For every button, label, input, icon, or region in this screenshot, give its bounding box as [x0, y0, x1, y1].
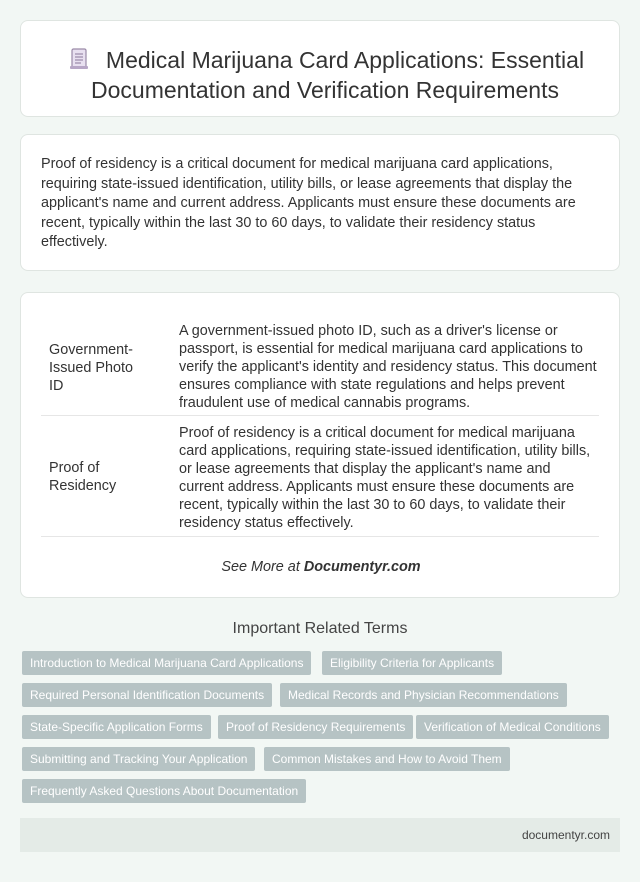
footer-site[interactable]: documentyr.com — [521, 828, 610, 842]
related-term-tag[interactable]: Introduction to Medical Marijuana Card Applications — [22, 651, 311, 675]
document-icon — [66, 46, 92, 72]
related-term-tag[interactable]: State-Specific Application Forms — [22, 715, 211, 739]
related-term-tag[interactable]: Proof of Residency Requirements — [218, 715, 413, 739]
see-more-prefix: See More at — [221, 559, 304, 575]
related-term-tag[interactable]: Submitting and Tracking Your Application — [22, 747, 255, 771]
related-term-tag[interactable]: Medical Records and Physician Recommendations — [280, 683, 567, 707]
page-title: Medical Marijuana Card Applications: Essential Documentation and Verification Requirements — [91, 47, 585, 103]
related-term-tag[interactable]: Eligibility Criteria for Applicants — [322, 651, 502, 675]
related-term-tag[interactable]: Frequently Asked Questions About Documentation — [22, 779, 306, 803]
row-label: Government-Issued Photo ID — [49, 342, 134, 394]
row-description: Proof of residency is a critical document for medical marijuana card applications, requiring state-issued identification, utility bills, or lease agreements that display the applicant's name and current address. Applicants must ensure these documents are recent, typically within the last 30 to 60 days, to validate their residency status effectively. — [179, 425, 591, 531]
see-more-site[interactable]: Documentyr.com — [303, 559, 421, 575]
row-description: A government-issued photo ID, such as a driver's license or passport, is essential for medical marijuana card applications to verify the applicant's identity and residency status. This document ensures compliance with state regulations and helps prevent fraudulent use of medical cannabis programs. — [179, 323, 597, 411]
table-row — [41, 317, 599, 415]
related-term-tag[interactable]: Common Mistakes and How to Avoid Them — [264, 747, 510, 771]
title-card — [20, 20, 620, 117]
footer-bar — [20, 818, 620, 852]
row-divider — [41, 415, 599, 416]
row-divider — [41, 536, 599, 537]
related-terms-title: Important Related Terms — [232, 620, 408, 637]
table-row — [41, 417, 599, 537]
intro-paragraph: Proof of residency is a critical document for medical marijuana card applications, requiring state-issued identification, utility bills, or lease agreements that display the applicant's name and current address. Applicants must ensure these documents are recent, typically within the last 30 to 60 days, to validate their residency status effectively. — [41, 156, 576, 251]
page-title-wrap — [45, 45, 605, 105]
related-term-tag[interactable]: Required Personal Identification Documents — [22, 683, 272, 707]
intro-card — [20, 134, 620, 271]
documents-table-card — [20, 292, 620, 598]
row-label: Proof of Residency — [49, 460, 117, 494]
see-more-link[interactable] — [21, 559, 621, 575]
related-term-tag[interactable]: Verification of Medical Conditions — [416, 715, 609, 739]
